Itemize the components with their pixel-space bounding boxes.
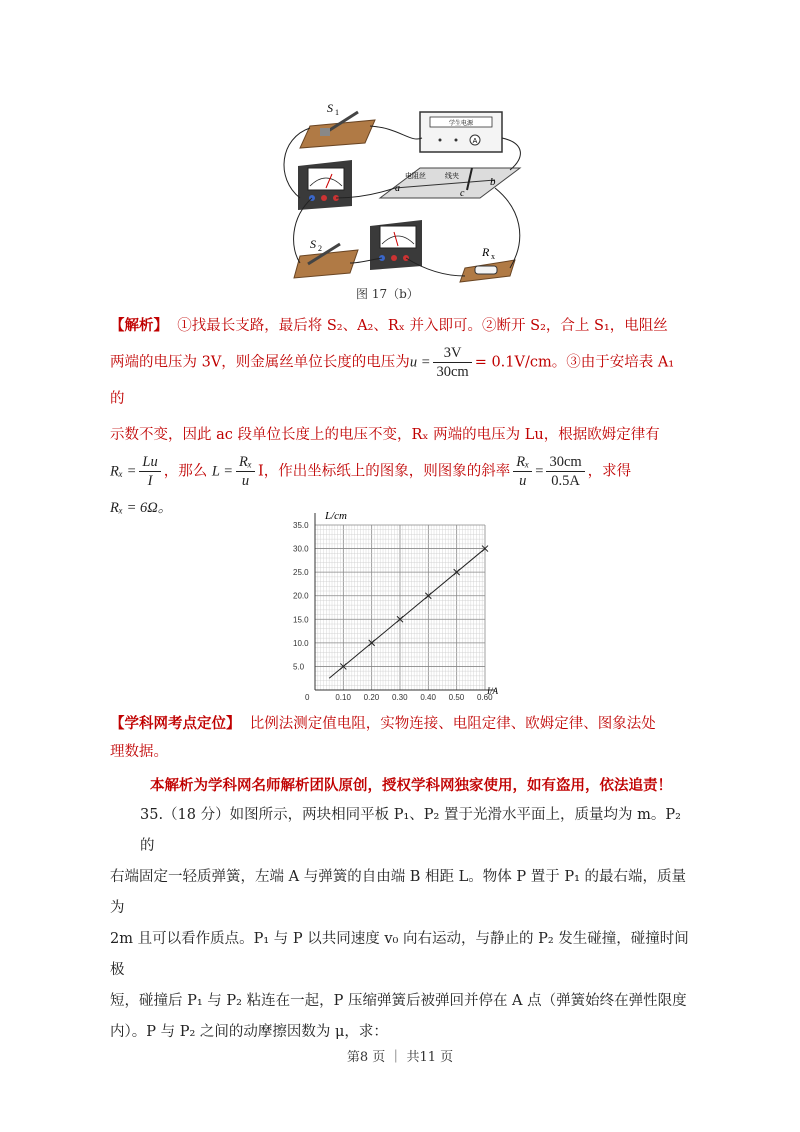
x-tick-label: 0.40 xyxy=(420,693,436,702)
power-supply-label: 学生电源 xyxy=(448,120,474,127)
x-tick-label: 0.20 xyxy=(363,693,380,702)
analysis-line-3 xyxy=(110,417,690,453)
s2-label: S xyxy=(310,237,316,251)
analysis-tag: 【解析】 xyxy=(110,317,168,334)
analysis-text-1: ①找最长支路，最后将 S₂、A₂、Rₓ 并入即可。②断开 S₂，合上 S₁，电阻丝 xyxy=(177,318,668,334)
analysis-line-2 xyxy=(110,344,690,417)
point-a-label: a xyxy=(395,183,400,194)
y-tick-label: 10.0 xyxy=(293,638,309,648)
question-line-3: 2m 且可以看作质点。P₁ 与 P 以共同速度 v₀ 向右运动，与静止的 P₂ 发生碰撞，碰撞时间极 xyxy=(110,931,689,978)
analysis-text-4b: I，作出坐标纸上的图象，则图象的斜率 xyxy=(258,463,511,480)
analysis-line-1 xyxy=(110,308,690,344)
y-tick-label: 5.0 xyxy=(293,662,305,672)
rx-result: Rₓ = 6Ω。 xyxy=(110,500,173,516)
fraction-rx-u-slope xyxy=(513,453,532,490)
x-tick-label: 0 xyxy=(305,693,310,702)
question-35 xyxy=(110,800,690,1048)
frac1-denominator: 30cm xyxy=(436,364,469,380)
question-line-2: 右端固定一轻质弹簧，左端 A 与弹簧的自由端 B 相距 L。物体 P 置于 P₁ 的最右端，质量为 xyxy=(110,869,687,916)
y-tick-label: 15.0 xyxy=(293,615,309,625)
analysis-line-4 xyxy=(110,453,690,490)
y-tick-label: 35.0 xyxy=(293,521,309,530)
svg-text:A: A xyxy=(472,138,478,145)
analysis-text-3: 示数不变，因此 ac 段单位长度上的电压不变，Rₓ 两端的电压为 Lu，根据欧姆定律有 xyxy=(110,427,660,443)
location-tag: 【学科网考点定位】 xyxy=(110,715,241,732)
location-text-1: 比例法测定值电阻，实物连接、电阻定律、欧姆定律、图象法处 xyxy=(249,716,656,732)
s1-label: S xyxy=(327,101,333,115)
rx-label: R xyxy=(482,245,490,259)
y-tick-label: 30.0 xyxy=(293,544,309,554)
s1-sub-label: 1 xyxy=(335,108,339,117)
circuit-figure xyxy=(270,98,530,298)
y-tick-label: 20.0 xyxy=(293,591,309,601)
figure-caption: 图 17（b） xyxy=(356,287,419,301)
x-tick-label: 0.50 xyxy=(448,693,465,702)
analysis-text-4c: ，求得 xyxy=(587,463,632,480)
frac5-numerator: 30cm xyxy=(546,453,584,472)
l-vs-i-graph xyxy=(290,505,510,705)
question-line-5: 内）。P 与 P₂ 之间的动摩擦因数为 μ，求： xyxy=(110,1024,388,1040)
fraction-3v-30cm xyxy=(433,344,471,381)
frac5-denominator: 0.5A xyxy=(551,473,580,489)
analysis-text-4a: ，那么 xyxy=(163,463,208,480)
x-tick-label: 0.10 xyxy=(335,693,351,702)
analysis-text-2a: 两端的电压为 3V，则金属丝单位长度的电压为 xyxy=(110,354,410,371)
location-paragraph xyxy=(110,706,690,770)
analysis-paragraph xyxy=(110,308,690,526)
point-c-label: c xyxy=(460,188,465,199)
s2-sub-label: 2 xyxy=(318,244,322,253)
rx-sub-label: x xyxy=(491,252,495,261)
frac1-numerator: 3V xyxy=(433,344,471,363)
page-footer: 第8 页 ｜ 共11 页 xyxy=(346,1050,454,1065)
y-axis-label: L/cm xyxy=(325,510,347,522)
frac2-numerator: Lu xyxy=(139,453,160,472)
frac4-denominator: u xyxy=(519,473,527,489)
x-tick-label: 0.30 xyxy=(392,693,408,702)
frac2-denominator: I xyxy=(147,473,153,489)
l-equation: L = xyxy=(211,463,234,480)
fit-line xyxy=(329,549,485,679)
location-text-2: 理数据。 xyxy=(110,744,168,760)
rx-equation: Rₓ = xyxy=(110,463,137,480)
frac3-numerator: Rₓ xyxy=(236,453,255,472)
fraction-rx-u xyxy=(236,453,255,490)
graph-ticks xyxy=(293,521,493,702)
fraction-30cm-05a xyxy=(546,453,584,490)
analysis-text-2b: = 0.1V/cm。③由于安培表 A₁ 的 xyxy=(110,354,675,407)
point-b-label: b xyxy=(490,176,496,188)
question-line-1: 35.（18 分）如图所示，两块相同平板 P₁、P₂ 置于光滑水平面上，质量均为 m。P₂ 的 xyxy=(140,807,681,854)
wire-label: 电阻丝 xyxy=(405,172,426,180)
clip-label: 线夹 xyxy=(445,172,459,180)
question-line-4: 短，碰撞后 P₁ 与 P₂ 粘连在一起，P 压缩弹簧后被弹回并停在 A 点（弹簧始终在弹性限度 xyxy=(110,993,687,1009)
location-line-1 xyxy=(110,706,690,742)
graph-grid xyxy=(315,525,485,690)
y-tick-label: 25.0 xyxy=(293,568,309,578)
u-equation: u = xyxy=(409,354,431,371)
x-axis-label: I/A xyxy=(487,686,498,696)
frac4-numerator: Rₓ xyxy=(513,453,532,472)
fraction-lu-i xyxy=(139,453,160,490)
frac3-denominator: u xyxy=(241,473,250,489)
copyright-notice: 本解析为学科网名师解析团队原创，授权学科网独家使用，如有盗用，依法追责！ xyxy=(150,777,672,794)
equals-sign: = xyxy=(535,463,544,480)
x-tick-label: 0.60 xyxy=(477,693,493,702)
